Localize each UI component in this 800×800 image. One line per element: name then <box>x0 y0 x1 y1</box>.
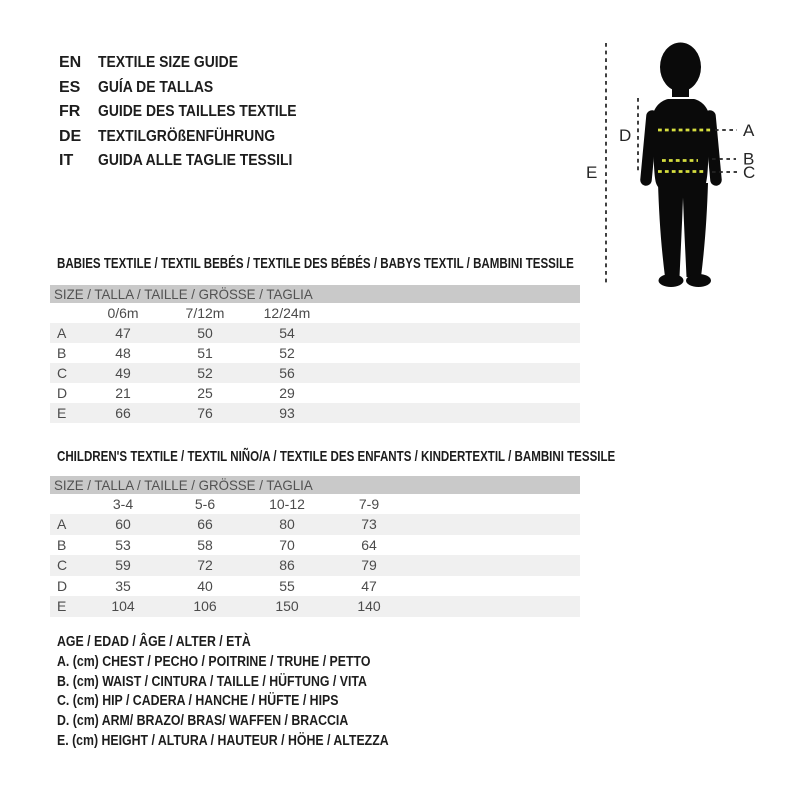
table-row <box>50 596 580 617</box>
child-silhouette-icon <box>646 43 716 288</box>
column-header: 3-4 <box>112 496 134 512</box>
measurement-figure <box>578 25 782 295</box>
size-value: 76 <box>197 405 213 421</box>
size-value: 104 <box>111 598 135 615</box>
size-value: 150 <box>275 598 299 615</box>
size-value: 51 <box>197 345 213 361</box>
table-row <box>50 343 580 363</box>
row-label: D <box>57 577 68 594</box>
size-value: 48 <box>115 345 131 361</box>
column-header: 5-6 <box>194 496 216 512</box>
legend-line-height <box>57 732 447 752</box>
row-label: E <box>57 405 67 421</box>
legend-text: AGE / EDAD / ÂGE / ALTER / ETÀ <box>57 634 251 650</box>
size-value: 60 <box>115 516 131 533</box>
measure-label-c: C <box>743 163 756 182</box>
legend-text: D. (cm) ARM/ BRAZO/ BRAS/ WAFFEN / BRACCIA <box>57 713 349 730</box>
legend-line-waist <box>57 673 447 693</box>
size-value: 53 <box>115 536 131 553</box>
children-section-title <box>57 449 782 465</box>
size-value: 59 <box>115 557 131 574</box>
row-label: B <box>57 345 67 361</box>
table-row <box>50 323 580 343</box>
babies-size-header-bar <box>50 285 580 303</box>
language-code: EN <box>59 54 82 72</box>
children-column-headers <box>50 494 580 514</box>
size-value: 40 <box>197 577 213 594</box>
row-label: E <box>57 598 67 615</box>
legend-text: A. (cm) CHEST / PECHO / POITRINE / TRUHE / PETTO <box>57 653 371 670</box>
legend-text: B. (cm) WAIST / CINTURA / TAILLE / HÜFTUNG / VITA <box>57 673 367 690</box>
size-header-text: SIZE / TALLA / TAILLE / GRÖSSE / TAGLIA <box>54 286 313 302</box>
language-list <box>59 51 326 174</box>
size-value: 54 <box>279 325 295 341</box>
size-value: 70 <box>279 536 295 553</box>
legend-line-chest <box>57 653 447 673</box>
language-title: GUIDE DES TAILLES TEXTILE <box>98 103 297 121</box>
table-row <box>50 555 580 576</box>
size-value: 47 <box>361 577 377 594</box>
language-title: GUIDA ALLE TAGLIE TESSILI <box>98 152 293 170</box>
table-row <box>50 363 580 383</box>
column-header: 7-9 <box>358 496 380 512</box>
measurement-legend <box>57 633 447 752</box>
measure-label-b: B <box>743 149 755 169</box>
size-value: 58 <box>197 536 213 553</box>
row-label: B <box>57 536 67 553</box>
children-size-header-bar <box>50 476 580 494</box>
column-header: 12/24m <box>263 305 311 321</box>
size-value: 21 <box>115 385 131 401</box>
legend-line-arm <box>57 712 447 732</box>
children-size-table <box>50 514 580 617</box>
size-value: 140 <box>357 598 381 615</box>
row-label: C <box>57 365 68 381</box>
size-value: 49 <box>115 365 131 381</box>
language-row <box>59 51 326 76</box>
measure-label-e: E <box>586 163 598 182</box>
language-title: TEXTILGRÖßENFÜHRUNG <box>98 127 276 145</box>
size-value: 56 <box>279 365 295 381</box>
table-row <box>50 383 580 403</box>
babies-size-table <box>50 323 580 423</box>
size-value: 73 <box>361 516 377 533</box>
column-header: 7/12m <box>185 305 225 321</box>
column-header: 10-12 <box>269 496 305 512</box>
row-label: A <box>57 325 67 341</box>
language-title: TEXTILE SIZE GUIDE <box>98 54 238 72</box>
measure-label-d: D <box>619 126 632 145</box>
table-row <box>50 535 580 556</box>
size-value: 93 <box>279 405 295 421</box>
measure-label-a: A <box>743 121 755 140</box>
language-code: FR <box>59 103 81 121</box>
row-label: A <box>57 516 67 533</box>
size-value: 106 <box>193 598 217 615</box>
size-value: 64 <box>361 536 377 553</box>
legend-text: E. (cm) HEIGHT / ALTURA / HAUTEUR / HÖHE / ALTEZZA <box>57 732 389 749</box>
language-code: ES <box>59 78 81 96</box>
table-row <box>50 403 580 423</box>
size-value: 72 <box>197 557 213 574</box>
table-row <box>50 514 580 535</box>
legend-line-age <box>57 633 447 653</box>
row-label: D <box>57 385 68 401</box>
legend-line-hip <box>57 692 447 712</box>
babies-title-text: BABIES TEXTILE / TEXTIL BEBÉS / TEXTILE DES BÉBÉS / BABYS TEXTIL / BAMBINI TESSILE <box>57 255 574 272</box>
babies-section-title <box>57 256 728 272</box>
size-value: 55 <box>279 577 295 594</box>
table-row <box>50 576 580 597</box>
legend-text: C. (cm) HIP / CADERA / HANCHE / HÜFTE / HIPS <box>57 693 339 710</box>
size-value: 80 <box>279 516 295 533</box>
size-value: 25 <box>197 385 213 401</box>
size-value: 66 <box>197 516 213 533</box>
language-row <box>59 100 326 125</box>
size-value: 35 <box>115 577 131 594</box>
size-value: 52 <box>279 345 295 361</box>
babies-column-headers <box>50 303 580 323</box>
size-value: 47 <box>115 325 131 341</box>
size-value: 86 <box>279 557 295 574</box>
language-row <box>59 149 326 174</box>
row-label: C <box>57 557 68 574</box>
size-value: 50 <box>197 325 213 341</box>
size-value: 29 <box>279 385 295 401</box>
language-row <box>59 76 326 101</box>
column-header: 0/6m <box>107 305 139 321</box>
children-title-text: CHILDREN'S TEXTILE / TEXTIL NIÑO/A / TEXTILE DES ENFANTS / KINDERTEXTIL / BAMBINI TESSILE <box>57 448 616 465</box>
size-value: 79 <box>361 557 377 574</box>
language-code: IT <box>59 152 74 170</box>
size-value: 66 <box>115 405 131 421</box>
size-value: 52 <box>197 365 213 381</box>
language-title: GUÍA DE TALLAS <box>98 78 214 96</box>
language-code: DE <box>59 127 82 145</box>
size-header-text: SIZE / TALLA / TAILLE / GRÖSSE / TAGLIA <box>54 477 313 493</box>
language-row <box>59 125 326 150</box>
